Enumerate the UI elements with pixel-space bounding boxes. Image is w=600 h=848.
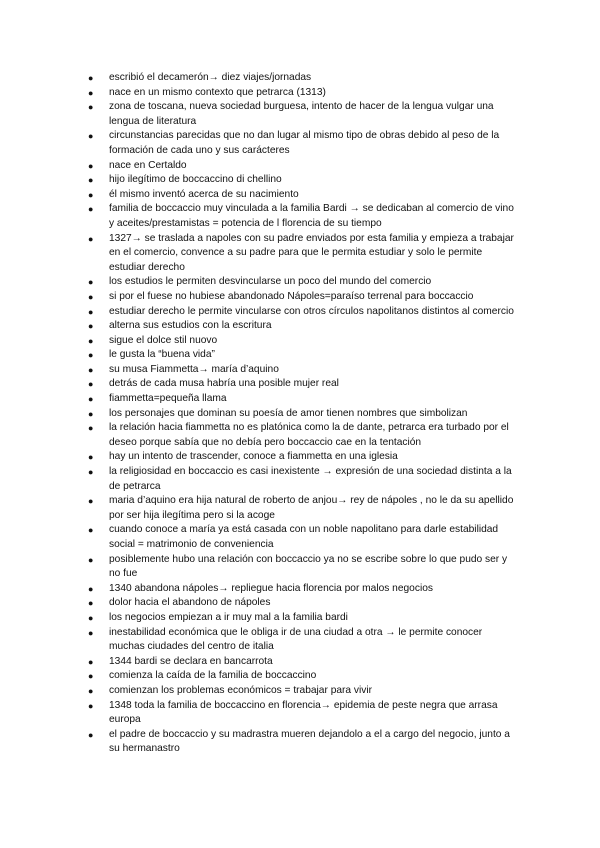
list-item-text: zona de toscana, nueva sociedad burguesa, intento de hacer de la lengua vulgar una lengua de literatura bbox=[109, 101, 494, 127]
list-item-text: 1327→ se traslada a napoles con su padre enviados por esta familia y empieza a trabajar en el comercio, convence a su padre para que le permita estudiar y solo le permite estudiar derecho bbox=[109, 232, 514, 273]
list-item bbox=[88, 465, 520, 494]
list-item-text: hay un intento de trascender, conoce a fiammetta en una iglesia bbox=[109, 451, 398, 463]
bullet-icon: ● bbox=[88, 160, 94, 171]
bullet-icon: ● bbox=[88, 729, 94, 740]
list-item bbox=[88, 494, 520, 523]
bullet-icon: ● bbox=[88, 598, 94, 609]
bullet-icon: ● bbox=[88, 394, 94, 405]
list-item bbox=[88, 100, 520, 129]
list-item bbox=[88, 86, 520, 101]
list-item-text: 1344 bardi se declara en bancarrota bbox=[109, 655, 273, 667]
list-item-text: posiblemente hubo una relación con boccaccio ya no se escribe sobre lo que pudo ser y no fue bbox=[109, 553, 508, 580]
list-item bbox=[88, 129, 520, 158]
list-item-text: el padre de boccaccio y su madrastra mueren dejandolo a el a cargo del negocio, junto a su hermanastro bbox=[109, 728, 510, 755]
list-item bbox=[88, 450, 520, 465]
bullet-icon: ● bbox=[88, 496, 94, 507]
list-item bbox=[88, 159, 520, 174]
bullet-icon: ● bbox=[88, 350, 94, 361]
list-item bbox=[88, 596, 520, 611]
list-item-text: la religiosidad en boccaccio es casi inexistente → expresión de una sociedad distinta a la de petrarca bbox=[109, 466, 512, 492]
list-item bbox=[88, 728, 520, 757]
bullet-icon: ● bbox=[88, 656, 94, 667]
bullet-icon: ● bbox=[88, 671, 94, 682]
list-item-text: los negocios empiezan a ir muy mal a la familia bardi bbox=[109, 611, 348, 623]
list-item-text: su musa Fiammetta→ maría d’aquino bbox=[109, 363, 279, 375]
list-item-text: si por el fuese no hubiese abandonado Nápoles=paraíso terrenal para boccaccio bbox=[109, 290, 474, 302]
bullet-icon: ● bbox=[88, 525, 94, 536]
list-item-text: maria d’aquino era hija natural de roberto de anjou→ rey de nápoles , no le da su apellido por ser hija ilegítima pero si la acoge bbox=[109, 495, 514, 521]
list-item bbox=[88, 290, 520, 305]
bullet-icon: ● bbox=[88, 408, 94, 419]
bullet-icon: ● bbox=[88, 291, 94, 302]
list-item-text: inestabilidad económica que le obliga ir de una ciudad a otra → le permite conocer muchas ciudades del centro de italia bbox=[109, 626, 483, 653]
bullet-icon: ● bbox=[88, 335, 94, 346]
list-item-text: detrás de cada musa habría una posible mujer real bbox=[109, 378, 339, 390]
bullet-icon: ● bbox=[88, 87, 94, 98]
list-item-text: le gusta la “buena vida” bbox=[109, 349, 215, 361]
list-item-text: él mismo inventó acerca de su nacimiento bbox=[109, 188, 299, 200]
bullet-icon: ● bbox=[88, 277, 94, 288]
list-item-text: sigue el dolce stil nuovo bbox=[109, 334, 218, 346]
list-item bbox=[88, 626, 520, 655]
bullet-icon: ● bbox=[88, 233, 94, 244]
list-item-text: comienzan los problemas económicos = trabajar para vivir bbox=[109, 684, 373, 696]
list-item bbox=[88, 421, 520, 450]
list-item-text: la relación hacia fiammetta no es platónica como la de dante, petrarca era turbado por el deseo porque sabía que no debía pero boccaccio cae en la tentación bbox=[109, 422, 509, 448]
list-item bbox=[88, 173, 520, 188]
bullet-icon: ● bbox=[88, 321, 94, 332]
list-item bbox=[88, 71, 520, 86]
list-item-text: escribió el decamerón→ diez viajes/jornadas bbox=[109, 72, 312, 83]
bullet-icon: ● bbox=[88, 189, 94, 200]
bullet-icon: ● bbox=[88, 306, 94, 317]
bullet-icon: ● bbox=[88, 131, 94, 142]
bullet-icon: ● bbox=[88, 423, 94, 434]
list-item bbox=[88, 202, 520, 231]
bullet-icon: ● bbox=[88, 467, 94, 478]
list-item bbox=[88, 655, 520, 670]
list-item bbox=[88, 611, 520, 626]
list-item-text: dolor hacia el abandono de nápoles bbox=[109, 597, 271, 609]
bullet-icon: ● bbox=[88, 612, 94, 623]
list-item bbox=[88, 523, 520, 552]
list-item bbox=[88, 232, 520, 276]
list-item-text: 1340 abandona nápoles→ repliegue hacia florencia por malos negocios bbox=[109, 582, 433, 594]
notes-list bbox=[88, 71, 520, 757]
bullet-icon: ● bbox=[88, 452, 94, 463]
list-item-text: estudiar derecho le permite vincularse con otros círculos napolitanos distintos al comercio bbox=[109, 305, 514, 317]
list-item-text: alterna sus estudios con la escritura bbox=[109, 320, 272, 332]
list-item-text: hijo ilegítimo de boccaccino di chellino bbox=[109, 174, 282, 186]
list-item bbox=[88, 334, 520, 349]
bullet-icon: ● bbox=[88, 583, 94, 594]
list-item-text: nace en Certaldo bbox=[109, 159, 187, 171]
list-item bbox=[88, 319, 520, 334]
bullet-icon: ● bbox=[88, 627, 94, 638]
bullet-icon: ● bbox=[88, 175, 94, 186]
list-item bbox=[88, 392, 520, 407]
list-item-text: los estudios le permiten desvincularse un poco del mundo del comercio bbox=[109, 276, 432, 288]
bullet-icon: ● bbox=[88, 204, 94, 215]
list-item bbox=[88, 407, 520, 422]
list-item bbox=[88, 305, 520, 320]
list-item bbox=[88, 582, 520, 597]
list-item-text: circunstancias parecidas que no dan lugar al mismo tipo de obras debido al peso de la formación de cada uno y sus carácteres bbox=[109, 130, 500, 156]
list-item-text: cuando conoce a maría ya está casada con un noble napolitano para darle estabilidad social = matrimonio de conveniencia bbox=[109, 524, 499, 550]
bullet-icon: ● bbox=[88, 364, 94, 375]
bullet-icon: ● bbox=[88, 102, 94, 113]
bullet-icon: ● bbox=[88, 700, 94, 711]
bullet-icon: ● bbox=[88, 554, 94, 565]
list-item bbox=[88, 553, 520, 582]
list-item-text: comienza la caída de la familia de boccaccino bbox=[109, 670, 317, 682]
list-item bbox=[88, 188, 520, 203]
list-item bbox=[88, 348, 520, 363]
bullet-icon: ● bbox=[88, 379, 94, 390]
bullet-icon: ● bbox=[88, 73, 94, 83]
list-item bbox=[88, 684, 520, 699]
list-item-text: 1348 toda la familia de boccaccino en florencia→ epidemia de peste negra que arrasa europa bbox=[109, 699, 498, 726]
list-item bbox=[88, 699, 520, 728]
list-item-text: nace en un mismo contexto que petrarca (1313) bbox=[109, 86, 326, 98]
list-item-text: familia de boccaccio muy vinculada a la familia Bardi → se dedicaban al comercio de vino y aceites/prestamistas = potencia de l florencia de su tiempo bbox=[109, 203, 514, 229]
list-item bbox=[88, 669, 520, 684]
bullet-icon: ● bbox=[88, 685, 94, 696]
list-item bbox=[88, 363, 520, 378]
list-item-text: fiammetta=pequeña llama bbox=[109, 393, 227, 405]
list-item bbox=[88, 275, 520, 290]
list-item-text: los personajes que dominan su poesía de amor tienen nombres que simbolizan bbox=[109, 407, 468, 419]
list-item bbox=[88, 377, 520, 392]
